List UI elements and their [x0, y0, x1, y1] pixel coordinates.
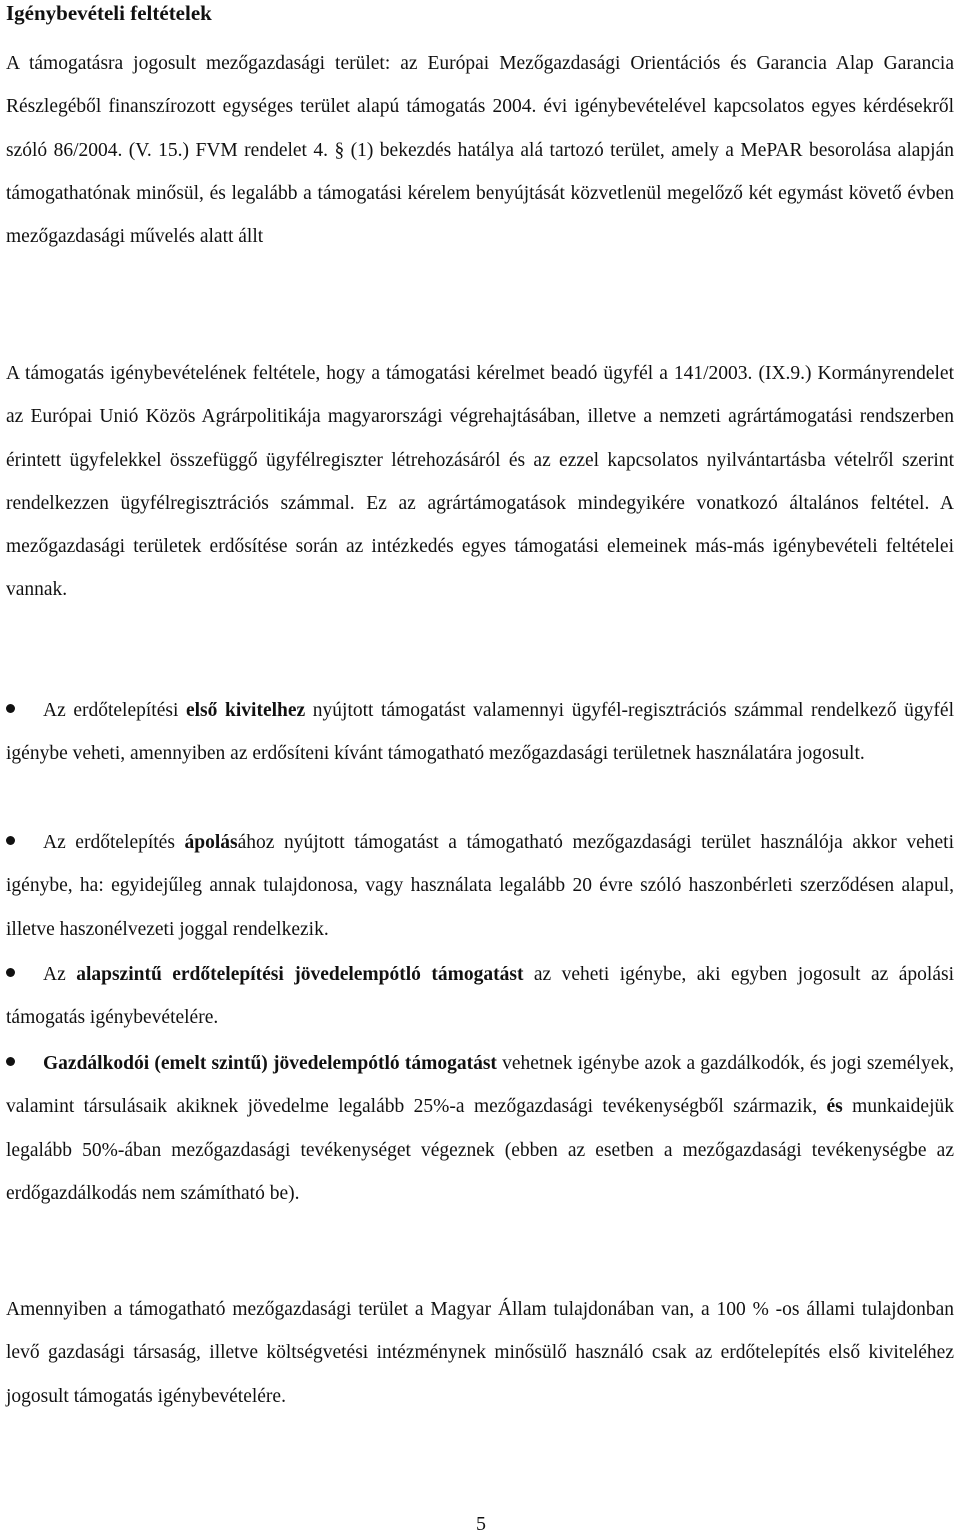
bullet-icon [6, 836, 15, 845]
bullet-text: Az erdőtelepítési első kivitelhez nyújtott támogatást valamennyi ügyfél-regisztrációs számmal rendelkező ügyfél igénybe veheti, amennyiben az erdősíteni kívánt támogatható mezőgazdasági területnek használatára jogosult. [6, 700, 954, 765]
section-title: Igénybevételi feltételek [6, 1, 212, 25]
bullet-text: Az erdőtelepítés ápolásához nyújtott támogatást a támogatható mezőgazdasági terület használója akkor veheti igénybe, ha: egyidejűleg annak tulajdonosa, vagy használata legalább 20 évre szóló haszonbérleti szerződésen alapul, illetve haszonélvezeti joggal rendelkezik. [6, 832, 954, 940]
bullet-item-farmer-income-compensation [6, 1042, 954, 1215]
bullet-item-basic-income-compensation [6, 953, 954, 1040]
bullet-icon [6, 704, 15, 713]
bullet-item-first-planting [6, 689, 954, 776]
bullet-item-maintenance [6, 821, 954, 951]
paragraph-eligible-area: A támogatásra jogosult mezőgazdasági terület: az Európai Mezőgazdasági Orientációs és Garancia Alap Garancia Részlegéből finanszírozott egységes terület alapú támogatás 2004. évi igénybevételével kapcsolatos egyes kérdésekről szóló 86/2004. (V. 15.) FVM rendelet 4. § (1) bekezdés hatálya alá tartozó terület, amely a MePAR besorolása alapján támogathatónak minősül, és legalább a támogatási kérelem benyújtását közvetlenül megelőző két egymást követő évben mezőgazdasági művelés alatt állt [6, 53, 954, 248]
page-number: 5 [476, 1513, 486, 1535]
bullet-icon [6, 968, 15, 977]
bullet-text: Gazdálkodói (emelt szintű) jövedelempótló támogatást vehetnek igénybe azok a gazdálkodók, és jogi személyek, valamint társulásaik akiknek jövedelme legalább 25%-a mezőgazdasági tevékenységből származik, és munkaidejük legalább 50%-ában mezőgazdasági tevékenységet végeznek (ebben az esetben a mezőgazdasági tevékenységbe az erdőgazdálkodás nem számítható be). [6, 1053, 954, 1204]
bullet-icon [6, 1057, 15, 1066]
bullet-text: Az alapszintű erdőtelepítési jövedelempótló támogatást az veheti igénybe, aki egyben jogosult az ápolási támogatás igénybevételére. [6, 964, 955, 1029]
paragraph-state-owned-land: Amennyiben a támogatható mezőgazdasági terület a Magyar Állam tulajdonában van, a 100 % -os állami tulajdonban levő gazdasági társaság, illetve költségvetési intézménynek minősülő használó csak az erdőtelepítés első kiviteléhez jogosult támogatás igénybevételére. [6, 1299, 954, 1407]
paragraph-registration-condition: A támogatás igénybevételének feltétele, hogy a támogatási kérelmet beadó ügyfél a 141/2003. (IX.9.) Kormányrendelet az Európai Unió Közös Agrárpolitikája magyarországi végrehajtásában, illetve a nemzeti agrártámogatási rendszerben érintett ügyfelekkel összefüggő ügyfélregiszter létrehozásáról és az ezzel kapcsolatos nyilvántartásba vételről szerint rendelkezzen ügyfélregisztrációs számmal. Ez az agrártámogatások mindegyikére vonatkozó általános feltétel. A mezőgazdasági területek erdősítése során az intézkedés egyes támogatási elemeinek más-más igénybevételi feltételei vannak. [6, 363, 954, 601]
